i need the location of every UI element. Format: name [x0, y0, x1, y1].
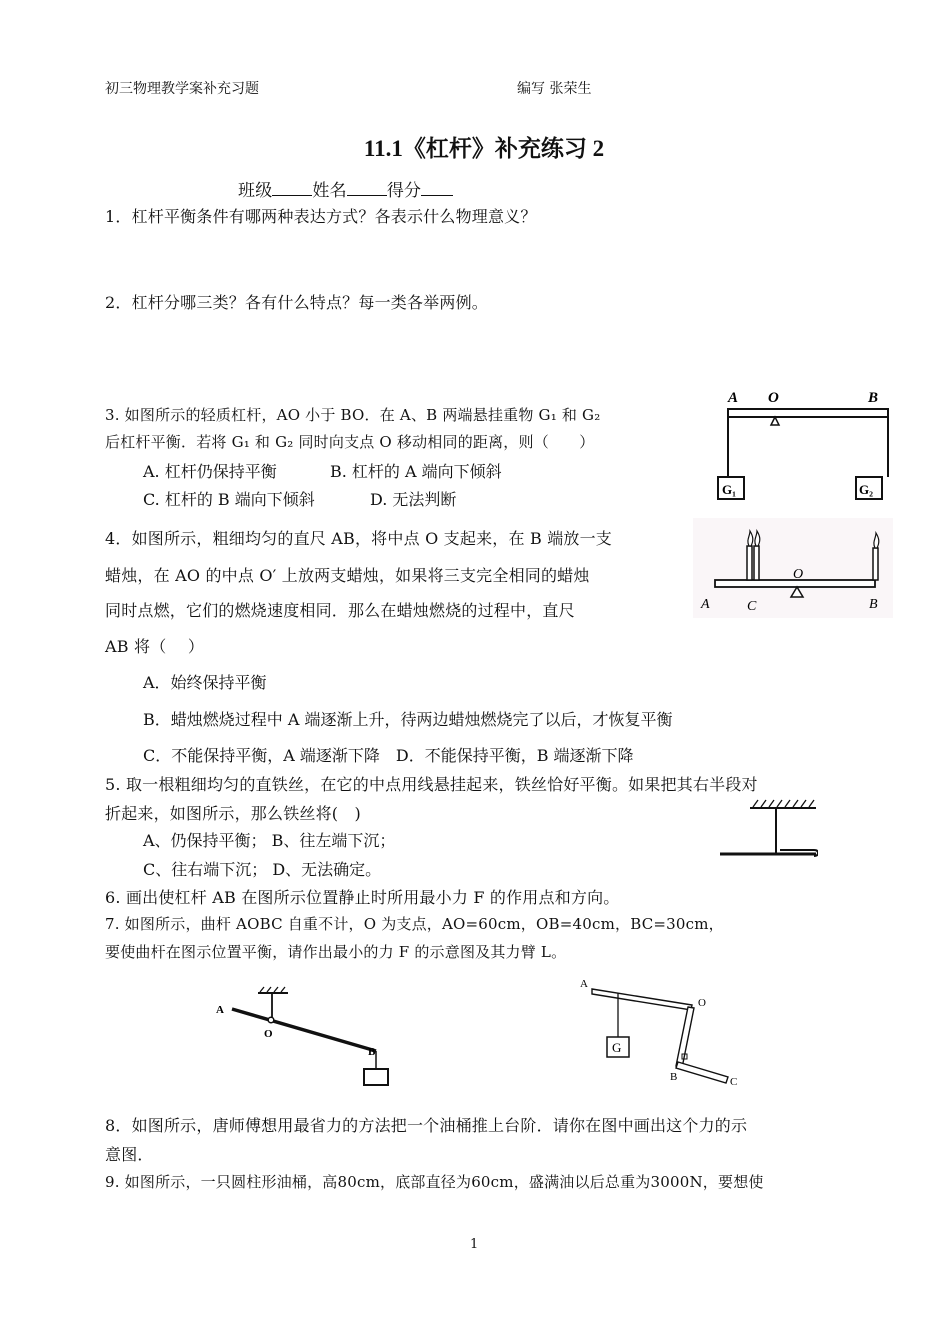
q4-label-c: C — [747, 599, 757, 614]
q5-line-1: 5. 取一根粗细均匀的直铁丝，在它的中点用线悬挂起来，铁丝恰好平衡。如果把其右半段对 — [105, 775, 758, 794]
q4-candle-1 — [747, 546, 752, 580]
q7-arm-bc — [676, 1062, 728, 1083]
q4-line-2: 蜡烛，在 AO 的中点 O′ 上放两支蜡烛，如果将三支完全相同的蜡烛 — [105, 566, 590, 585]
q7-arm-ao — [592, 989, 692, 1010]
page-title: 11.1《杠杆》补充练习 2 — [363, 136, 605, 161]
q3-line-2: 后杠杆平衡．若将 G₁ 和 G₂ 同时向支点 O 移动相同的距离，则（ ） — [105, 433, 595, 451]
q3-lever-figure — [712, 385, 898, 505]
q3-option-c: C. 杠杆的 B 端向下倾斜 — [143, 490, 315, 509]
q7-label-g: G — [612, 1040, 622, 1055]
q6-label-o: O — [264, 1028, 273, 1040]
q3-option-a: A. 杠杆仍保持平衡 — [143, 462, 277, 481]
q3-label-a: A — [728, 390, 739, 406]
q4-option-b: B．蜡烛燃烧过程中 A 端逐渐上升，待两边蜡烛燃烧完了以后，才恢复平衡 — [143, 710, 673, 729]
q4-option-a: A．始终保持平衡 — [143, 673, 267, 692]
q3-label-o: O — [768, 390, 779, 406]
q6-label-b: B — [368, 1046, 376, 1058]
question-1: 1．杠杆平衡条件有哪两种表达方式？各表示什么物理意义？ — [105, 207, 537, 226]
page-number: 1 — [470, 1237, 479, 1252]
q3-option-d: D. 无法判断 — [370, 490, 457, 509]
q3-label-g1: G₁ — [722, 482, 737, 497]
class-label: 班级 — [238, 181, 273, 201]
q7-label-a: A — [580, 978, 588, 990]
q5-options-ab: A、仍保持平衡； B、往左端下沉； — [143, 831, 396, 850]
question-2: 2．杠杆分哪三类？各有什么特点？每一类各举两例。 — [105, 293, 488, 312]
name-blank[interactable] — [347, 181, 387, 196]
q5-line-2: 折起来，如图所示，那么铁丝将( ) — [105, 804, 361, 823]
q8-line-1: 8．如图所示，唐师傅想用最省力的方法把一个油桶推上台阶．请你在图中画出这个力的示 — [105, 1116, 748, 1135]
q6-pivot-o — [268, 1017, 274, 1023]
q4-candle-3 — [873, 548, 878, 580]
q4-line-4: AB 将（ ） — [105, 637, 205, 656]
q7-line-2: 要使曲杆在图示位置平衡，请作出最小的力 F 的示意图及其力臂 L。 — [105, 943, 567, 961]
q4-line-3: 同时点燃，它们的燃烧速度相同．那么在蜡烛燃烧的过程中，直尺 — [105, 601, 575, 620]
q3-fulcrum-icon — [771, 417, 779, 425]
q6-label-a: A — [216, 1004, 224, 1016]
q7-label-b: B — [670, 1071, 678, 1083]
q6-lever-figure — [214, 985, 394, 1090]
q4-label-o: O — [793, 567, 804, 582]
header-right: 编写 张荣生 — [517, 81, 592, 97]
q4-candle-2 — [754, 546, 759, 580]
class-line — [238, 176, 453, 201]
q6-weight — [364, 1069, 388, 1085]
q6-lever-ab — [232, 1009, 376, 1051]
q4-label-a: A — [701, 597, 710, 612]
q8-line-2: 意图． — [105, 1145, 154, 1164]
score-blank[interactable] — [421, 181, 453, 196]
q3-label-b: B — [868, 390, 879, 406]
q3-label-g2: G₂ — [859, 482, 874, 497]
header-left: 初三物理教学案补充习题 — [105, 81, 259, 97]
q5-options-cd: C、往右端下沉； D、无法确定。 — [143, 860, 382, 879]
q7-line-1: 7. 如图所示，曲杆 AOBC 自重不计，O 为支点，AO=60cm，OB=40cm，BC=30cm， — [105, 915, 724, 933]
q7-bent-lever-figure — [578, 975, 758, 1090]
q3-lever-bar — [728, 409, 888, 417]
question-9: 9. 如图所示，一只圆柱形油桶，高80cm，底部直径为60cm，盛满油以后总重为3000N，要想使 — [105, 1173, 764, 1191]
class-blank[interactable] — [272, 181, 312, 196]
score-label: 得分 — [386, 181, 422, 201]
q4-line-1: 4．如图所示，粗细均匀的直尺 AB，将中点 O 支起来，在 B 端放一支 — [105, 529, 612, 548]
question-6: 6. 画出使杠杆 AB 在图所示位置静止时所用最小力 F 的作用点和方向。 — [105, 888, 620, 907]
q7-label-c: C — [730, 1076, 738, 1088]
q3-option-b: B. 杠杆的 A 端向下倾斜 — [330, 462, 502, 481]
q4-option-cd: C．不能保持平衡，A 端逐渐下降 D．不能保持平衡，B 端逐渐下降 — [143, 746, 634, 765]
name-label: 姓名 — [312, 181, 347, 201]
q7-label-o: O — [698, 997, 706, 1009]
q4-ruler-candles-figure — [693, 518, 893, 618]
q3-line-1: 3. 如图所示的轻质杠杆，AO 小于 BO．在 A、B 两端悬挂重物 G₁ 和 G₂ — [105, 406, 601, 424]
q4-label-b: B — [869, 597, 878, 612]
q5-wire-figure — [718, 798, 818, 862]
